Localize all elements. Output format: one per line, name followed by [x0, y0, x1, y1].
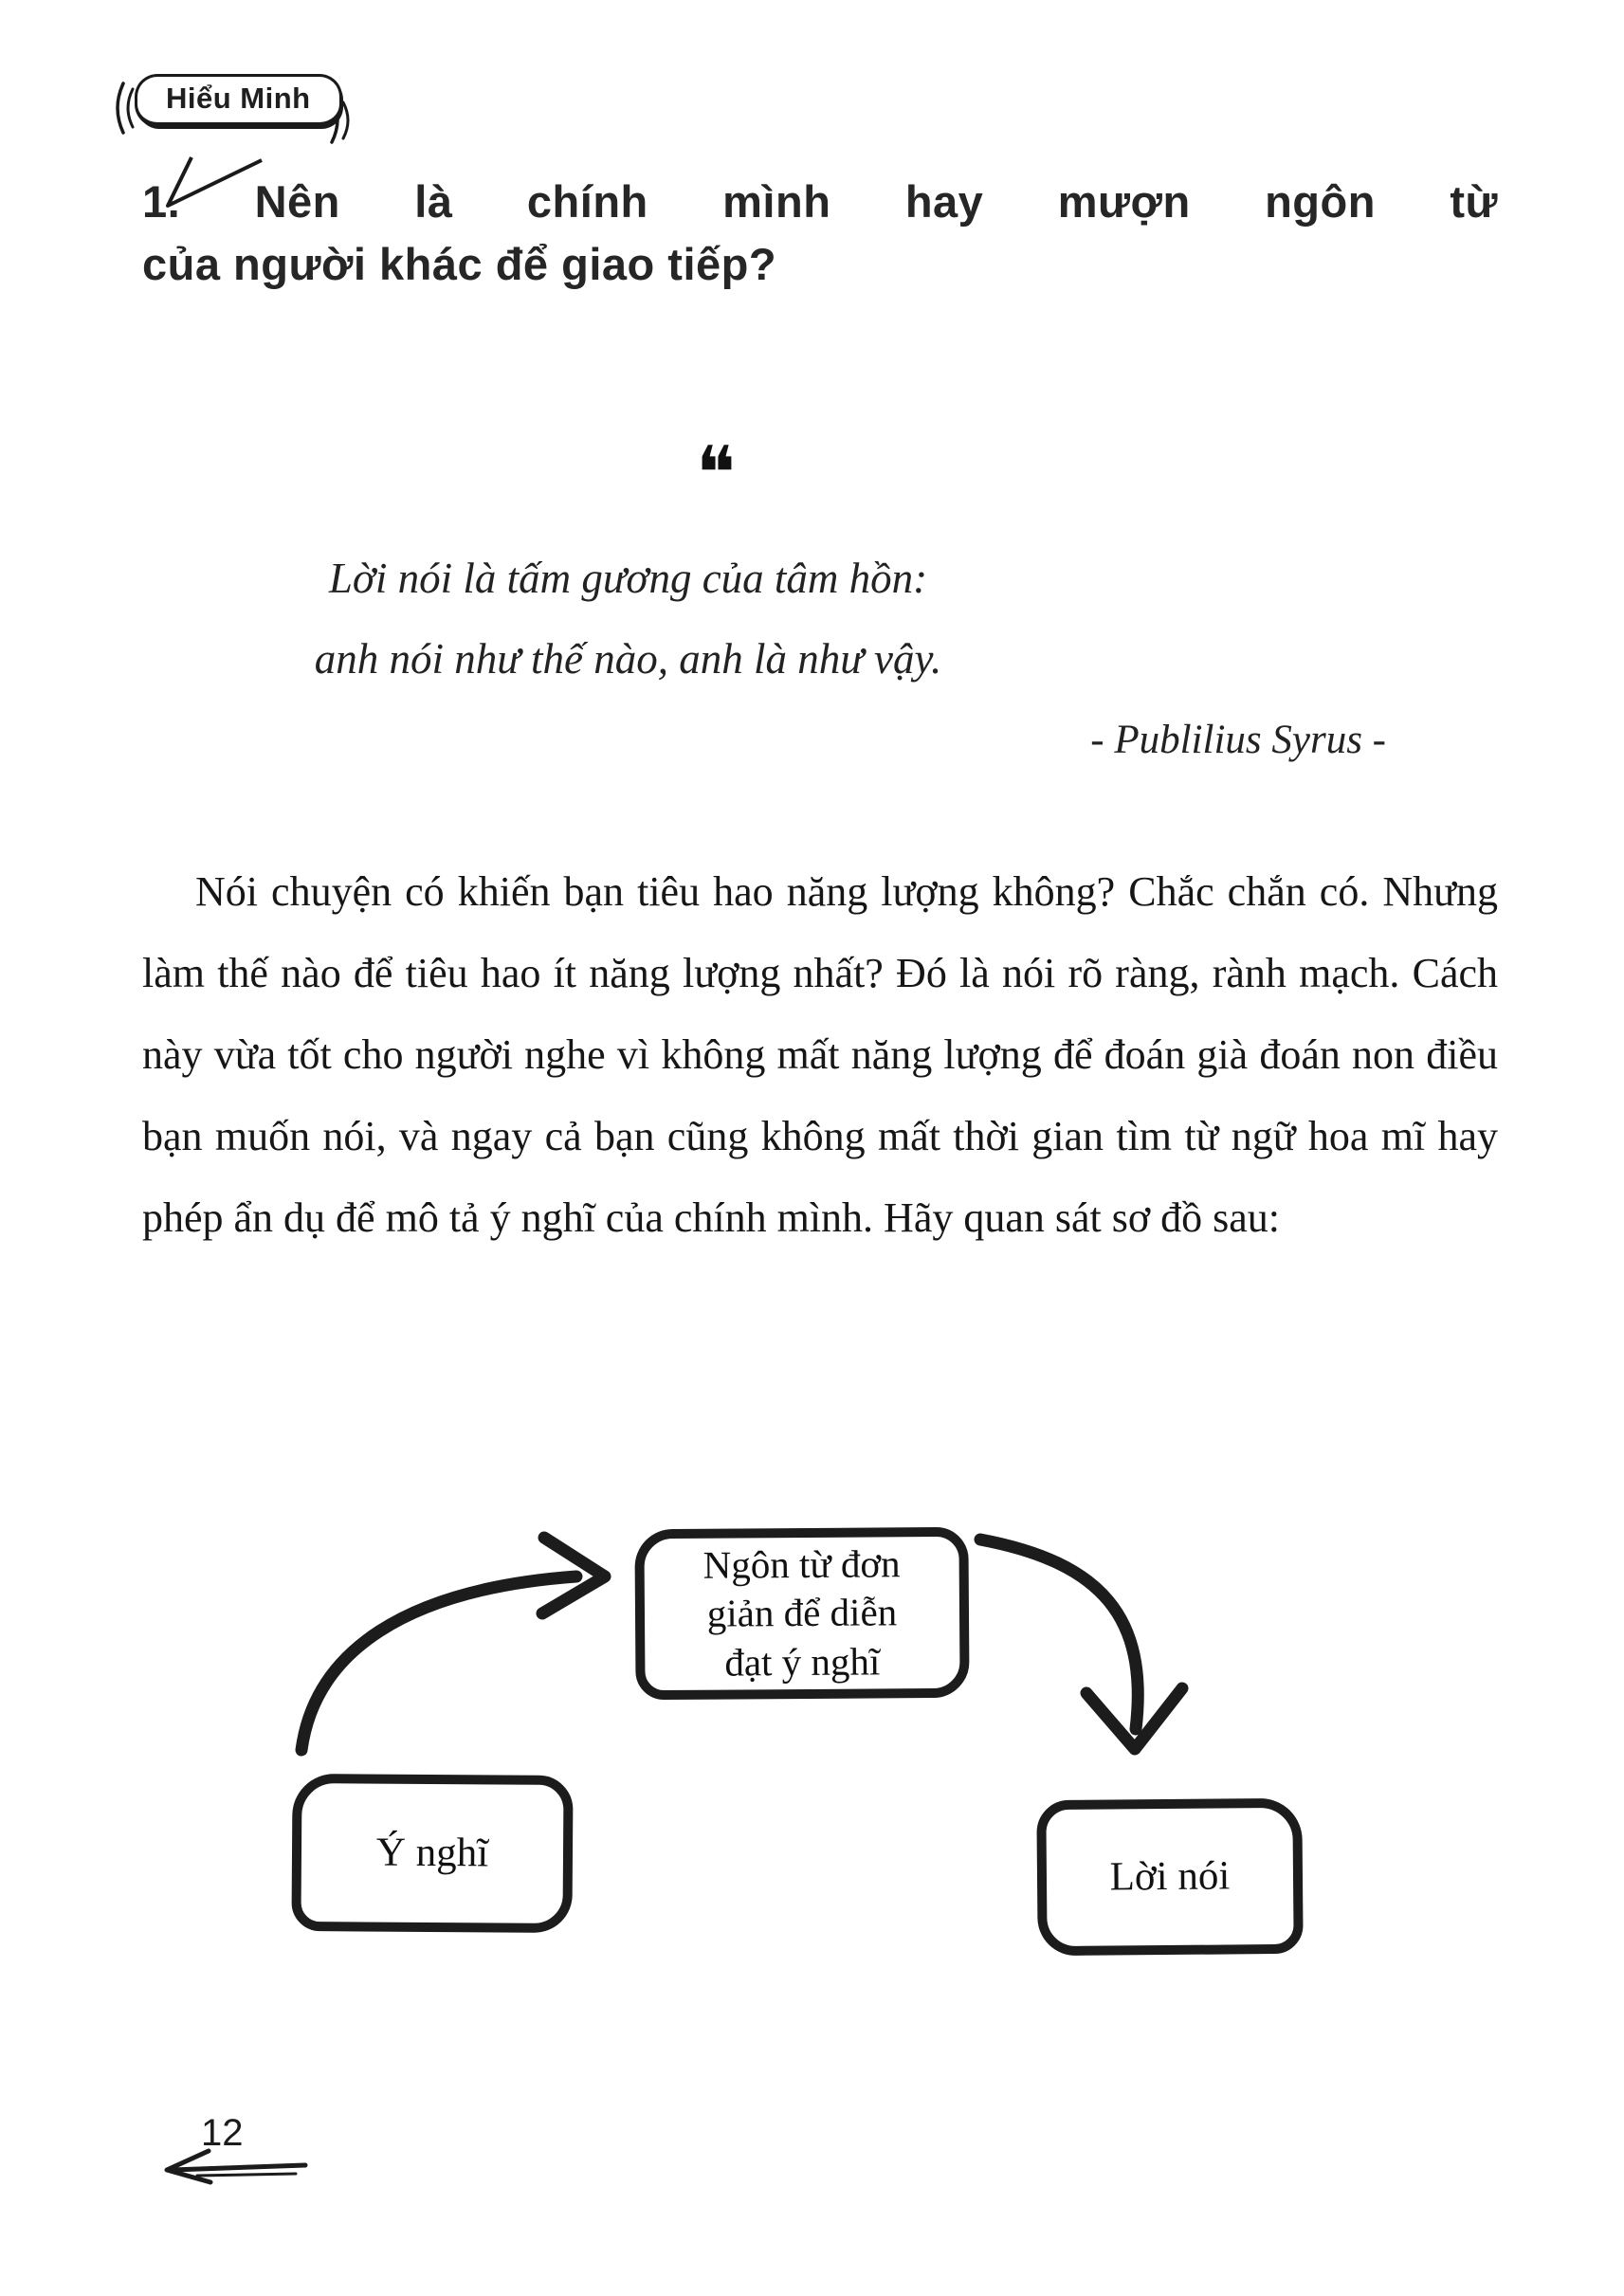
section-heading-line1: 1. Nên là chính mình hay mượn ngôn từ [142, 176, 1498, 227]
diagram-node-speech-label: Lời nói [1109, 1853, 1231, 1900]
node-center-line3: đạt ý nghĩ [724, 1639, 881, 1685]
diagram-node-idea-label: Ý nghĩ [375, 1830, 489, 1876]
footer-arrow-icon [142, 2141, 313, 2190]
quote-line1: Lời nói là tấm gương của tâm hồn: [328, 555, 928, 602]
quote-attribution: - Publilius Syrus - [1090, 718, 1386, 762]
node-center-line2: giản để diễn [706, 1590, 898, 1636]
diagram-node-speech [1036, 1798, 1303, 1956]
body-paragraph: Nói chuyện có khiến bạn tiêu hao năng lượng không? Chắc chắn có. Nhưng làm thế nào để tiêu hao ít năng lượng nhất? Đó là nói rõ ràng, rành mạch. Cách này vừa tốt cho người nghe vì không mất năng lượng để đoán già đoán non điều bạn muốn nói, và ngay cả bạn cũng không mất thời gian tìm từ ngữ hoa mĩ hay phép ẩn dụ để mô tả ý nghĩ của chính mình. Hãy quan sát sơ đồ sau: [142, 868, 1498, 1241]
node-center-line1: Ngôn từ đơn [703, 1541, 901, 1587]
quotation-mark-icon: ❝ [696, 431, 736, 517]
echo-lines-left-icon [110, 82, 135, 137]
diagram-node-idea [291, 1774, 573, 1933]
page-number: 12 [201, 2112, 244, 2154]
diagram-node-simple-words-label [703, 1540, 902, 1686]
arrow-left-to-center-icon [301, 1538, 605, 1750]
arrow-center-to-right-icon [980, 1540, 1182, 1749]
author-badge-label: Hiểu Minh [166, 82, 311, 115]
author-badge [135, 74, 342, 127]
speech-bubble-tail-icon [159, 155, 273, 210]
diagram-node-simple-words [634, 1527, 969, 1700]
quote-line2: anh nói như thế nào, anh là như vậy. [314, 635, 942, 683]
section-heading-line2: của người khác để giao tiếp? [142, 239, 777, 289]
section-heading [142, 171, 1498, 296]
epigraph-quote [133, 538, 1123, 700]
